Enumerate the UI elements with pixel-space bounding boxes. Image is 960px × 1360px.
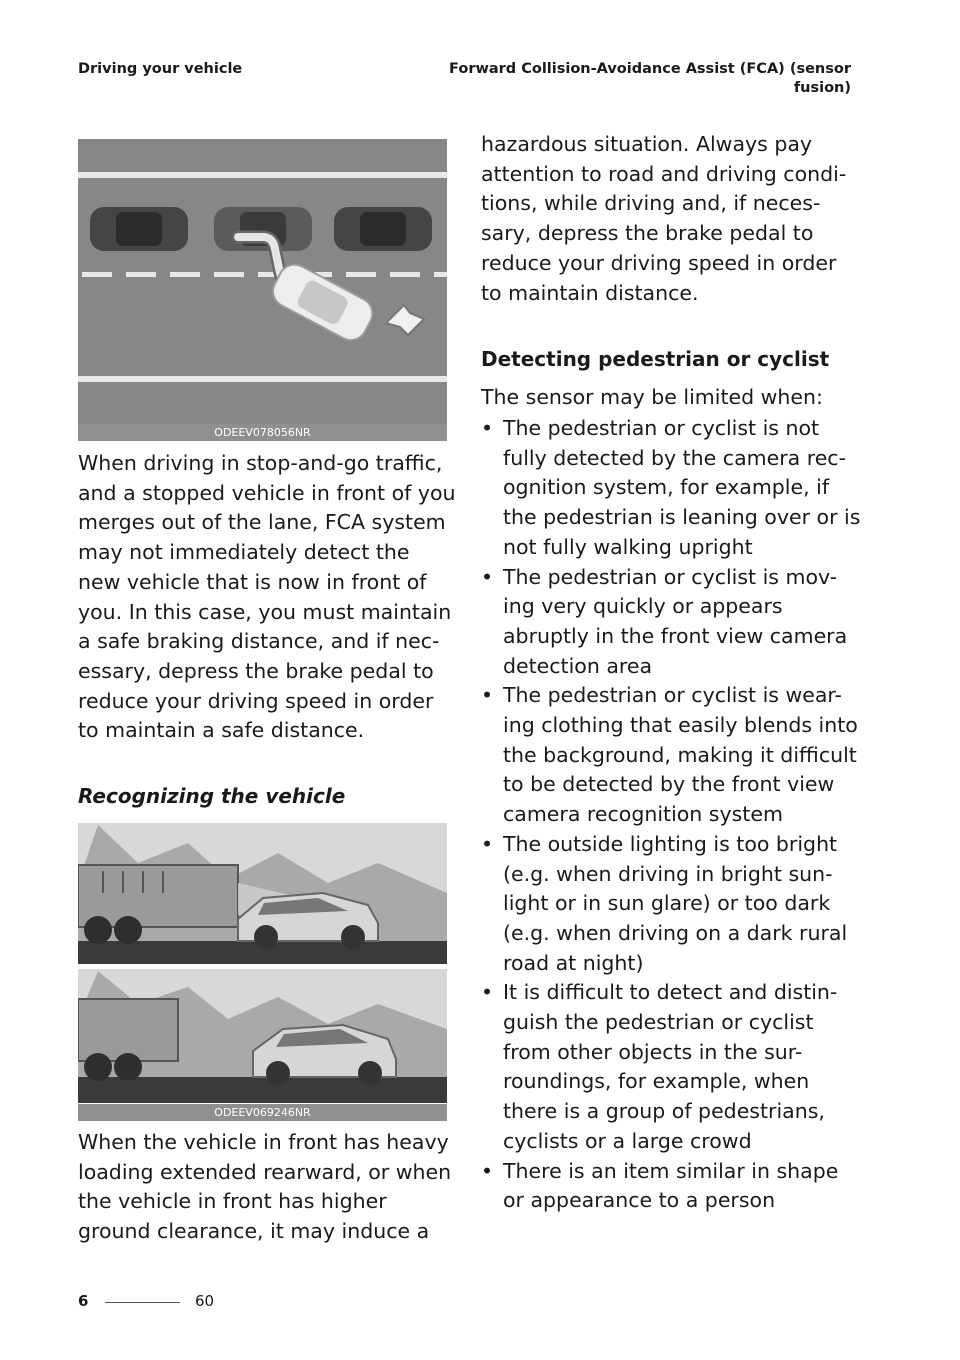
text-line: The pedestrian or cyclist is wear- <box>503 683 842 708</box>
text-line: loading extended rearward, or when <box>78 1159 452 1184</box>
bullet-icon: • <box>481 416 494 440</box>
text-line: a safe braking distance, and if nec- <box>78 629 440 654</box>
truck-wheel <box>84 916 112 944</box>
truck-wheel <box>84 1053 112 1081</box>
text-line: you. In this case, you must maintain <box>78 599 452 624</box>
text-line: camera recognition system <box>503 802 783 827</box>
text-line: and a stopped vehicle in front of you <box>78 480 456 505</box>
text-line: detection area <box>503 653 653 678</box>
panel-bottom <box>78 969 447 1103</box>
paragraph-hazardous-situation <box>481 130 861 308</box>
list-item <box>481 1157 861 1216</box>
panel-top <box>78 823 447 964</box>
bullet-icon: • <box>481 980 494 1005</box>
text-line: from other objects in the sur- <box>503 1039 803 1064</box>
footer-section-number: 6 <box>78 1292 89 1310</box>
text-line: The sensor may be limited when: <box>481 385 823 409</box>
text-line: may not immediately detect the <box>78 540 410 565</box>
text-line: fully detected by the camera rec- <box>503 445 846 470</box>
section-heading-recognizing: Recognizing the vehicle <box>78 784 346 808</box>
limitation-list <box>481 414 861 1216</box>
paragraph-sensor-limited <box>481 383 861 413</box>
text-line: (e.g. when driving on a dark rural <box>503 920 848 945</box>
running-header-topic-line2: fusion) <box>793 80 851 96</box>
car-middle <box>214 207 312 251</box>
car-right <box>334 207 432 251</box>
truck-bed <box>78 999 178 1061</box>
text-line: the vehicle in front has higher <box>78 1189 387 1214</box>
suv <box>238 893 378 949</box>
text-line: When the vehicle in front has heavy <box>78 1130 449 1154</box>
footer-page-number: 60 <box>195 1292 215 1310</box>
paragraph-stop-and-go <box>78 449 456 746</box>
figure-truck-and-suv <box>78 823 447 1121</box>
running-header-topic-line1: Forward Collision-Avoidance Assist (FCA) (sensor <box>449 61 851 77</box>
paragraph-heavy-loading <box>78 1128 453 1247</box>
list-item <box>481 414 861 563</box>
truck-wheel <box>114 916 142 944</box>
list-item <box>481 563 861 682</box>
list-item <box>481 830 861 979</box>
text-line: ing very quickly or appears <box>503 594 783 619</box>
section-heading-pedestrian: Detecting pedestrian or cyclist <box>481 347 830 371</box>
running-header-topic <box>431 60 851 98</box>
text-line: The pedestrian or cyclist is not <box>503 416 820 440</box>
text-line: new vehicle that is now in front of <box>78 569 427 594</box>
text-line: cyclists or a large crowd <box>503 1128 752 1153</box>
figure-code: ODEEV078056NR <box>78 424 447 441</box>
lane-dashes <box>82 272 447 277</box>
lane-line-bottom <box>78 376 447 382</box>
text-line: abruptly in the front view camera <box>503 623 848 648</box>
bullet-icon: • <box>481 1158 494 1183</box>
text-line: the pedestrian is leaning over or is <box>503 505 861 530</box>
text-line: to be detected by the front view <box>503 772 835 797</box>
list-item <box>481 978 861 1156</box>
truck-wheel <box>114 1053 142 1081</box>
text-line: merges out of the lane, FCA system <box>78 510 446 535</box>
truck-illustration <box>78 823 447 1121</box>
text-line: there is a group of pedestrians, <box>503 1099 825 1124</box>
list-item <box>481 681 861 830</box>
text-line: essary, depress the brake pedal to <box>78 658 434 683</box>
text-line: tions, while driving and, if neces- <box>481 191 821 216</box>
text-line: The pedestrian or cyclist is mov- <box>503 564 837 589</box>
text-line: ing clothing that easily blends into <box>503 713 858 738</box>
lane-line-top <box>78 172 447 178</box>
bullet-icon: • <box>481 564 494 589</box>
text-line: sary, depress the brake pedal to <box>481 221 814 246</box>
road-illustration <box>78 139 447 441</box>
bullet-icon: • <box>481 831 494 856</box>
text-line: to maintain distance. <box>481 280 699 305</box>
text-line: The outside lighting is too bright <box>503 831 838 856</box>
text-line: There is an item similar in shape <box>503 1158 839 1183</box>
text-line: attention to road and driving condi- <box>481 161 847 186</box>
text-line: light or in sun glare) or too dark <box>503 891 831 916</box>
text-line: ognition system, for example, if <box>503 475 830 500</box>
text-line: hazardous situation. Always pay <box>481 132 813 156</box>
text-line: road at night) <box>503 950 644 975</box>
figure-vehicle-merging <box>78 139 447 441</box>
text-line: not fully walking upright <box>503 534 753 559</box>
text-line: ground clearance, it may induce a <box>78 1219 430 1244</box>
bullet-icon: • <box>481 683 494 708</box>
text-line: When driving in stop-and-go traffic, <box>78 451 443 475</box>
car-left <box>90 207 188 251</box>
text-line: to maintain a safe distance. <box>78 718 365 743</box>
text-line: reduce your driving speed in order <box>481 250 837 275</box>
text-line: It is difficult to detect and distin- <box>503 980 838 1005</box>
footer-divider <box>105 1302 180 1303</box>
text-line: (e.g. when driving in bright sun- <box>503 861 833 886</box>
running-header-section: Driving your vehicle <box>78 61 243 77</box>
figure-code: ODEEV069246NR <box>78 1104 447 1121</box>
text-line: reduce your driving speed in order <box>78 688 434 713</box>
text-line: guish the pedestrian or cyclist <box>503 1010 814 1035</box>
text-line: the background, making it difficult <box>503 742 857 767</box>
text-line: or appearance to a person <box>503 1188 776 1213</box>
text-line: roundings, for example, when <box>503 1069 810 1094</box>
